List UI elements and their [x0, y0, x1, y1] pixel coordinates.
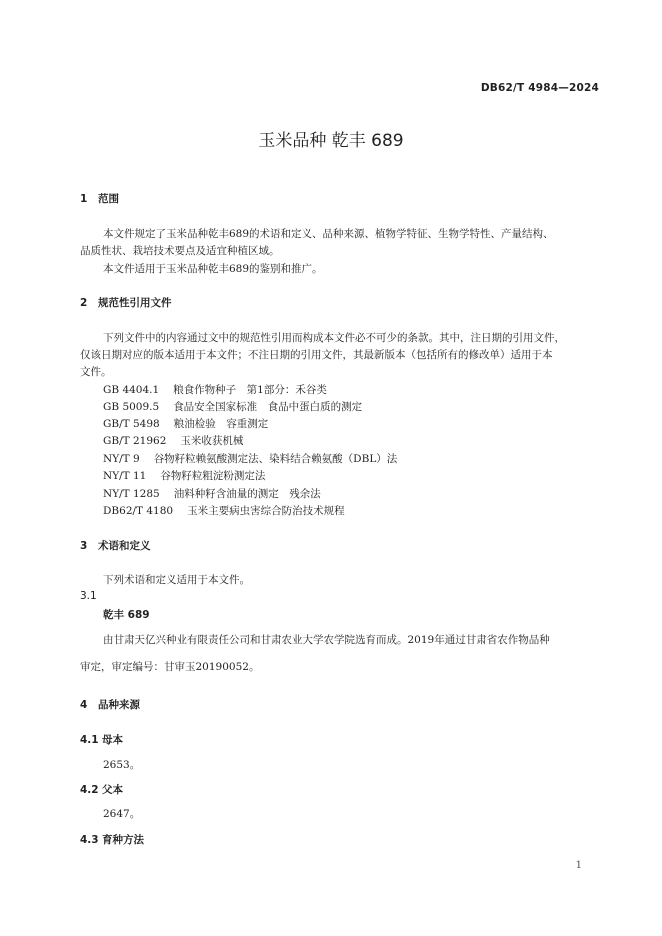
reference-name: 谷物籽粒赖氨酸测定法、染料结合赖氨酸（DBL）法 — [153, 453, 398, 465]
document-title: 玉米品种 乾丰 689 — [258, 131, 404, 151]
reference-code: NY/T 11 — [103, 470, 147, 482]
reference-item — [103, 382, 327, 397]
paragraph: 2647。 — [103, 808, 141, 820]
reference-code: NY/T 1285 — [103, 488, 160, 500]
reference-code: NY/T 9 — [103, 453, 140, 465]
reference-code: GB/T 21962 — [103, 435, 167, 447]
section-4-heading — [80, 697, 140, 712]
subsection-number: 4.3 — [80, 834, 99, 846]
section-title: 范围 — [98, 193, 119, 205]
reference-code: DB62/T 4180 — [103, 505, 174, 517]
reference-item — [103, 433, 243, 448]
reference-item — [103, 416, 268, 431]
reference-item — [103, 468, 265, 483]
subsection-number: 3.1 — [80, 590, 97, 602]
section-number: 1 — [80, 193, 88, 205]
subsection-number: 4.2 — [80, 784, 99, 796]
subsection-title: 母本 — [102, 734, 123, 746]
subsection-4-2-heading — [80, 782, 123, 797]
paragraph: 2653。 — [103, 759, 141, 771]
term-definition: 由甘肃天亿兴种业有限责任公司和甘肃农业大学农学院选育而成。2019年通过甘肃省农作物品种 — [103, 634, 550, 646]
reference-name: 粮食作物种子 第1部分：禾谷类 — [173, 384, 327, 396]
section-number: 2 — [80, 297, 88, 309]
paragraph: 本文件适用于玉米品种乾丰689的鉴别和推广。 — [103, 263, 323, 275]
subsection-title: 育种方法 — [102, 834, 144, 846]
paragraph: 仅该日期对应的版本适用于本文件；不注日期的引用文件，其最新版本（包括所有的修改单）适用于本 — [80, 349, 553, 361]
section-title: 规范性引用文件 — [98, 297, 172, 309]
paragraph: 下列术语和定义适用于本文件。 — [103, 574, 250, 586]
term-name: 乾丰 689 — [103, 609, 150, 621]
reference-name: 粮油检验 容重测定 — [173, 418, 269, 430]
reference-name: 食品安全国家标准 食品中蛋白质的测定 — [173, 401, 363, 413]
reference-item — [103, 486, 321, 501]
paragraph: 下列文件中的内容通过文中的规范性引用而构成本文件必不可少的条款。其中，注日期的引用文件， — [103, 332, 565, 344]
section-3-heading — [80, 538, 151, 553]
reference-name: 玉米收获机械 — [180, 435, 244, 447]
subsection-4-3-heading — [80, 832, 144, 847]
paragraph: 文件。 — [80, 366, 112, 378]
subsection-title: 父本 — [102, 784, 123, 796]
subsection-4-1-heading — [80, 732, 123, 747]
reference-code: GB 5009.5 — [103, 401, 160, 413]
section-1-heading — [80, 191, 119, 206]
reference-name: 玉米主要病虫害综合防治技术规程 — [187, 505, 345, 517]
subsection-number: 4.1 — [80, 734, 99, 746]
reference-item — [103, 399, 362, 414]
paragraph: 本文件规定了玉米品种乾丰689的术语和定义、品种来源、植物学特征、生物学特性、产量结构、 — [103, 228, 554, 240]
paragraph: 品质性状、栽培技术要点及适宜种植区域。 — [80, 245, 280, 257]
section-number: 4 — [80, 699, 88, 711]
reference-code: GB 4404.1 — [103, 384, 160, 396]
section-number: 3 — [80, 540, 88, 552]
term-definition: 审定，审定编号：甘审玉20190052。 — [80, 661, 260, 673]
reference-item — [103, 503, 345, 518]
reference-code: GB/T 5498 — [103, 418, 160, 430]
section-title: 术语和定义 — [98, 540, 151, 552]
section-2-heading — [80, 295, 172, 310]
reference-name: 谷物籽粒粗淀粉测定法 — [160, 470, 266, 482]
standard-code: DB62/T 4984—2024 — [480, 82, 599, 94]
reference-item — [103, 451, 397, 466]
reference-name: 油料种籽含油量的测定 残余法 — [173, 488, 321, 500]
section-title: 品种来源 — [98, 699, 140, 711]
page-number: 1 — [575, 860, 582, 871]
